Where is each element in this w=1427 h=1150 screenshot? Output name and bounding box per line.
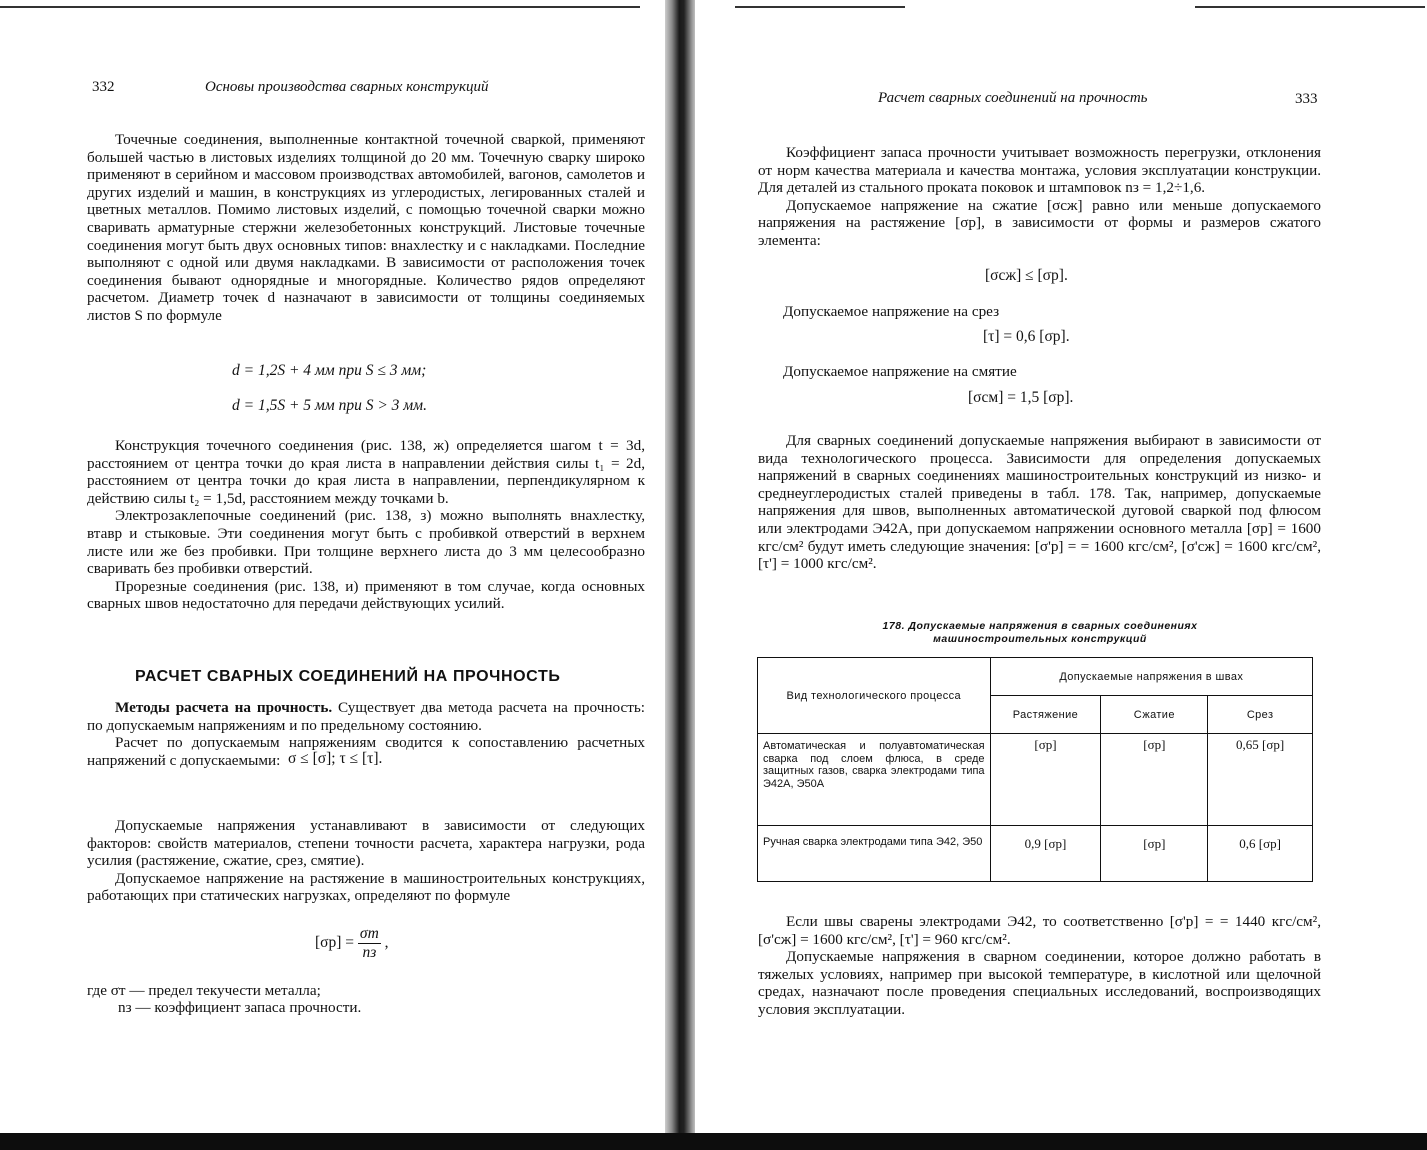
text-block-safety-factor: [758, 144, 1321, 250]
shear-label: Допускаемое напряжение на срез: [783, 303, 1000, 320]
left-page: [0, 0, 665, 1150]
book-spine-shadow: [660, 0, 700, 1150]
table-cell-process: Автоматическая и полуавтоматическая сварка под слоем флюса, в среде защитных газов, сварка электродами типа Э42А, Э50А: [758, 734, 991, 826]
table-cell-value: 0,9 [σр]: [990, 826, 1101, 882]
formula-diameter-1: d = 1,2S + 4 мм при S ≤ 3 мм;: [232, 362, 427, 379]
paragraph: Допускаемые напряжения устанавливают в зависимости от следующих факторов: свойств материалов, степени точности расчета, характера нагрузки, рода усилия (растяжение, сжатие, срез, смятие).: [87, 817, 645, 870]
fraction-numerator: σт: [359, 925, 379, 942]
text-block-welded: [758, 432, 1321, 573]
paragraph: Прорезные соединения (рис. 138, и) применяют в том случае, когда основных сварных швов недостаточно для передачи действующих усилий.: [87, 577, 645, 613]
table-cell-value: [σр]: [1101, 826, 1208, 882]
text-block-e42: [758, 913, 1321, 1019]
text-block-construction: [87, 437, 645, 613]
crush-label: Допускаемое напряжение на смятие: [783, 363, 1017, 380]
table-cell-value: [σр]: [990, 734, 1101, 826]
table-header-process: Вид технологического процесса: [758, 658, 991, 734]
table-header-shear: Срез: [1208, 696, 1313, 734]
paragraph: Коэффициент запаса прочности учитывает возможность перегрузки, отклонения от норм качества материала и качества монтажа, условия эксплуатации конструкции. Для деталей из стального проката поковок и штамповок nз = 1,2÷1,6.: [758, 144, 1321, 197]
where-line-1: где σт — предел текучести металла;: [87, 982, 321, 999]
table-caption-line-1: 178. Допускаемые напряжения в сварных соединениях: [882, 620, 1198, 632]
methods-lead: Методы расчета на прочность.: [115, 699, 333, 716]
paragraph: [87, 699, 645, 734]
running-title: Расчет сварных соединений на прочность: [878, 90, 1148, 106]
table-caption-line-2: машиностроительных конструкций: [933, 632, 1147, 645]
paragraph: Точечные соединения, выполненные контактной точечной сваркой, применяют большей частью в листовых изделиях толщиной до 20 мм. Точечную сварку широко применяют в серийном и массовом производствах автомобилей, вагонов, самолетов и других изделий и машин, в конструкциях из углеродистых, легированных сталей и цветных металлов. Помимо листовых изделий, с помощью точечной сварки можно сваривать арматурные стержни железобетонных конструкций. Листовые точечные соединения могут быть двух основных типов: внахлестку и с накладками. Последние выполняют с одной или двумя накладками. В зависимости от расположения точек соединения бывают однорядные и многорядные. Количество рядов определяют расчетом. Диаметр точек d назначают в зависимости от толщины соединяемых листов S по формуле: [87, 131, 645, 324]
page-number: 332: [92, 79, 115, 95]
top-edge-line: [0, 6, 640, 8]
running-title: Основы производства сварных конструкций: [205, 79, 489, 95]
stress-table: [757, 657, 1313, 882]
page-number: 333: [1295, 91, 1318, 107]
formula-tail: ,: [384, 934, 389, 952]
formula-tensile: [315, 925, 389, 962]
paragraph: Если швы сварены электродами Э42, то соответственно [σ'р] = = 1440 кгс/см², [σ'сж] = 1600 кгс/см², [τ'] = 960 кгс/см².: [758, 913, 1321, 948]
fraction-denominator: nз: [362, 944, 377, 961]
paragraph: Допускаемое напряжение на растяжение в машиностроительных конструкциях, работающих при статических нагрузках, определяют по формуле: [87, 869, 645, 905]
paragraph: Электрозаклепочные соединений (рис. 138, з) можно выполнять внахлестку, втавр и стыковые. Эти соединения могут быть с пробивкой отверстий в верхнем листе или же без пробивки. При толщине верхнего листа до 3 мм целесообразно сваривать без пробивки отверстий.: [87, 507, 645, 578]
section-heading: РАСЧЕТ СВАРНЫХ СОЕДИНЕНИЙ НА ПРОЧНОСТЬ: [135, 668, 561, 685]
paragraph: Допускаемые напряжения в сварном соединении, которое должно работать в тяжелых условиях, например при высокой температуре, в кислотной или щелочной средах, назначают после проведения специальных исследований, воспроизводящих условия эксплуатации.: [758, 948, 1321, 1018]
formula-inequality: σ ≤ [σ]; τ ≤ [τ].: [288, 750, 383, 767]
formula-lhs: [σр] =: [315, 934, 355, 952]
text-block-factors: [87, 817, 645, 905]
fraction: [358, 925, 381, 962]
right-page: [695, 0, 1427, 1150]
table-header-compression: Сжатие: [1101, 696, 1208, 734]
table-cell-value: 0,65 [σр]: [1208, 734, 1313, 826]
table-cell-value: [σр]: [1101, 734, 1208, 826]
top-edge-line: [1195, 6, 1425, 8]
paragraph: Допускаемое напряжение на сжатие [σсж] равно или меньше допускаемого напряжения на растяжение [σр], в зависимости от формы и размеров сжатого элемента:: [758, 196, 1321, 249]
table-row: [758, 826, 1313, 882]
paragraph: Для сварных соединений допускаемые напряжения выбирают в зависимости от вида технологического процесса. Зависимости для определения допускаемых напряжений в сварных соединениях машиностроительных конструкций из низко- и среднеуглеродистых сталей приведены в табл. 178. Так, например, допускаемые напряжения для швов, выполненных автоматической дуговой сваркой под флюсом или электродами Э42А, при допускаемом напряжении основного металла [σр] = 1600 кгс/см² будут иметь следующие значения: [σ'р] = = 1600 кгс/см², [σ'сж] = 1600 кгс/см², [τ'] = 1000 кгс/см².: [758, 432, 1321, 573]
table-cell-process: Ручная сварка электродами типа Э42, Э50: [758, 826, 991, 882]
table-cell-value: 0,6 [σр]: [1208, 826, 1313, 882]
table-header-group: Допускаемые напряжения в швах: [990, 658, 1312, 696]
formula-shear: [τ] = 0,6 [σр].: [983, 328, 1070, 345]
formula-compression: [σсж] ≤ [σр].: [985, 267, 1068, 284]
paragraph: Расчет по допускаемым напряжениям сводится к сопоставлению расчетных напряжений с допускаемыми:: [87, 734, 645, 769]
text-block-points: [87, 131, 645, 325]
table-header-tension: Растяжение: [990, 696, 1101, 734]
methods-text: Существует два метода расчета на прочность: по допускаемым напряжениям и по предельному состоянию.: [87, 699, 645, 734]
table-row: [758, 734, 1313, 826]
formula-diameter-2: d = 1,5S + 5 мм при S > 3 мм.: [232, 397, 427, 414]
paragraph: Конструкция точечного соединения (рис. 138, ж) определяется шагом t = 3d, расстоянием от центра точки до края листа в направлении действия силы t₁ = 2d, расстоянием от центра точки до края листа в направлении, перпендикулярном к действию силы t₂ = 1,5d, расстоянием между точками b.: [87, 437, 645, 507]
table-caption: [755, 620, 1325, 645]
formula-crush: [σсм] = 1,5 [σр].: [968, 389, 1074, 406]
top-edge-line: [735, 6, 905, 8]
scan-bottom-edge: [0, 1133, 1427, 1150]
where-line-2: nз — коэффициент запаса прочности.: [118, 999, 362, 1016]
